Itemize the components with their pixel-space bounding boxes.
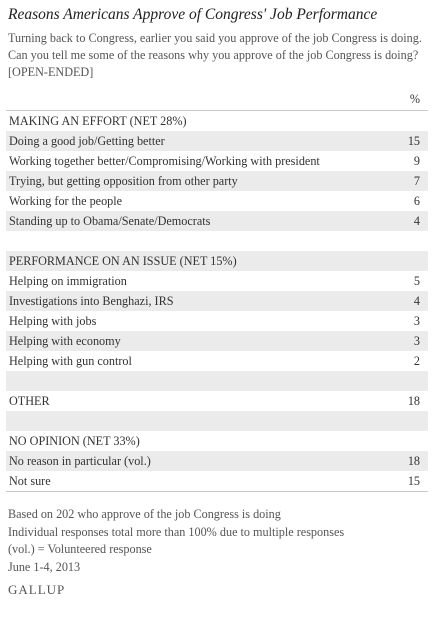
spacer-row: [6, 371, 377, 391]
question-text: Turning back to Congress, earlier you said you approve of the job Congress is doing. Can you tell me some of the reasons why you approve of the job Congress is doing? [OPEN-ENDED]: [8, 31, 422, 79]
table-row-value: 6: [377, 191, 428, 211]
section-label-issue: PERFORMANCE ON AN ISSUE (NET 15%): [6, 251, 377, 271]
section-value: [377, 251, 428, 271]
section-label-other: OTHER: [6, 391, 377, 411]
spacer-row: [6, 231, 377, 251]
section-value: [377, 431, 428, 451]
table-row-value: 5: [377, 271, 428, 291]
table-row-label: Not sure: [6, 471, 377, 492]
spacer-cell: [377, 371, 428, 391]
section-label-effort: MAKING AN EFFORT (NET 28%): [6, 111, 377, 132]
table-row-value: 18: [377, 451, 428, 471]
table-row-value: 3: [377, 311, 428, 331]
table-row-label: Standing up to Obama/Senate/Democrats: [6, 211, 377, 231]
header-blank: [6, 89, 377, 111]
table-row-value: 15: [377, 471, 428, 492]
spacer-cell: [377, 411, 428, 431]
results-table: [6, 89, 428, 492]
table-row-value: 4: [377, 211, 428, 231]
table-row-value: 18: [377, 391, 428, 411]
section-value: [377, 111, 428, 132]
table-row-value: 3: [377, 331, 428, 351]
table-row-label: Working for the people: [6, 191, 377, 211]
table-row-label: Trying, but getting opposition from other party: [6, 171, 377, 191]
page-title: Reasons Americans Approve of Congress' Job Performance: [8, 6, 378, 23]
table-row-label: Helping with jobs: [6, 311, 377, 331]
table-row-label: No reason in particular (vol.): [6, 451, 377, 471]
table-row-label: Helping on immigration: [6, 271, 377, 291]
table-row-value: 15: [377, 131, 428, 151]
gallup-logo: GALLUP: [8, 582, 66, 597]
footnotes: [8, 506, 428, 576]
footnote-multiple: Individual responses total more than 100% due to multiple responses: [8, 524, 345, 539]
percent-header: %: [377, 89, 428, 111]
table-row-label: Helping with economy: [6, 331, 377, 351]
table-row-value: 2: [377, 351, 428, 371]
section-label-noopinion: NO OPINION (NET 33%): [6, 431, 377, 451]
footnote-volunteered: (vol.) = Volunteered response: [8, 542, 152, 556]
table-row-value: 4: [377, 291, 428, 311]
footnote-date: June 1-4, 2013: [8, 559, 81, 574]
table-row-label: Investigations into Benghazi, IRS: [6, 291, 377, 311]
spacer-cell: [377, 231, 428, 251]
table-row-value: 7: [377, 171, 428, 191]
table-row-label: Helping with gun control: [6, 351, 377, 371]
spacer-row: [6, 411, 377, 431]
table-row-label: Doing a good job/Getting better: [6, 131, 377, 151]
footnote-sample: Based on 202 who approve of the job Congress is doing: [8, 507, 281, 521]
table-row-value: 9: [377, 151, 428, 171]
table-row-label: Working together better/Compromising/Working with president: [6, 151, 377, 171]
